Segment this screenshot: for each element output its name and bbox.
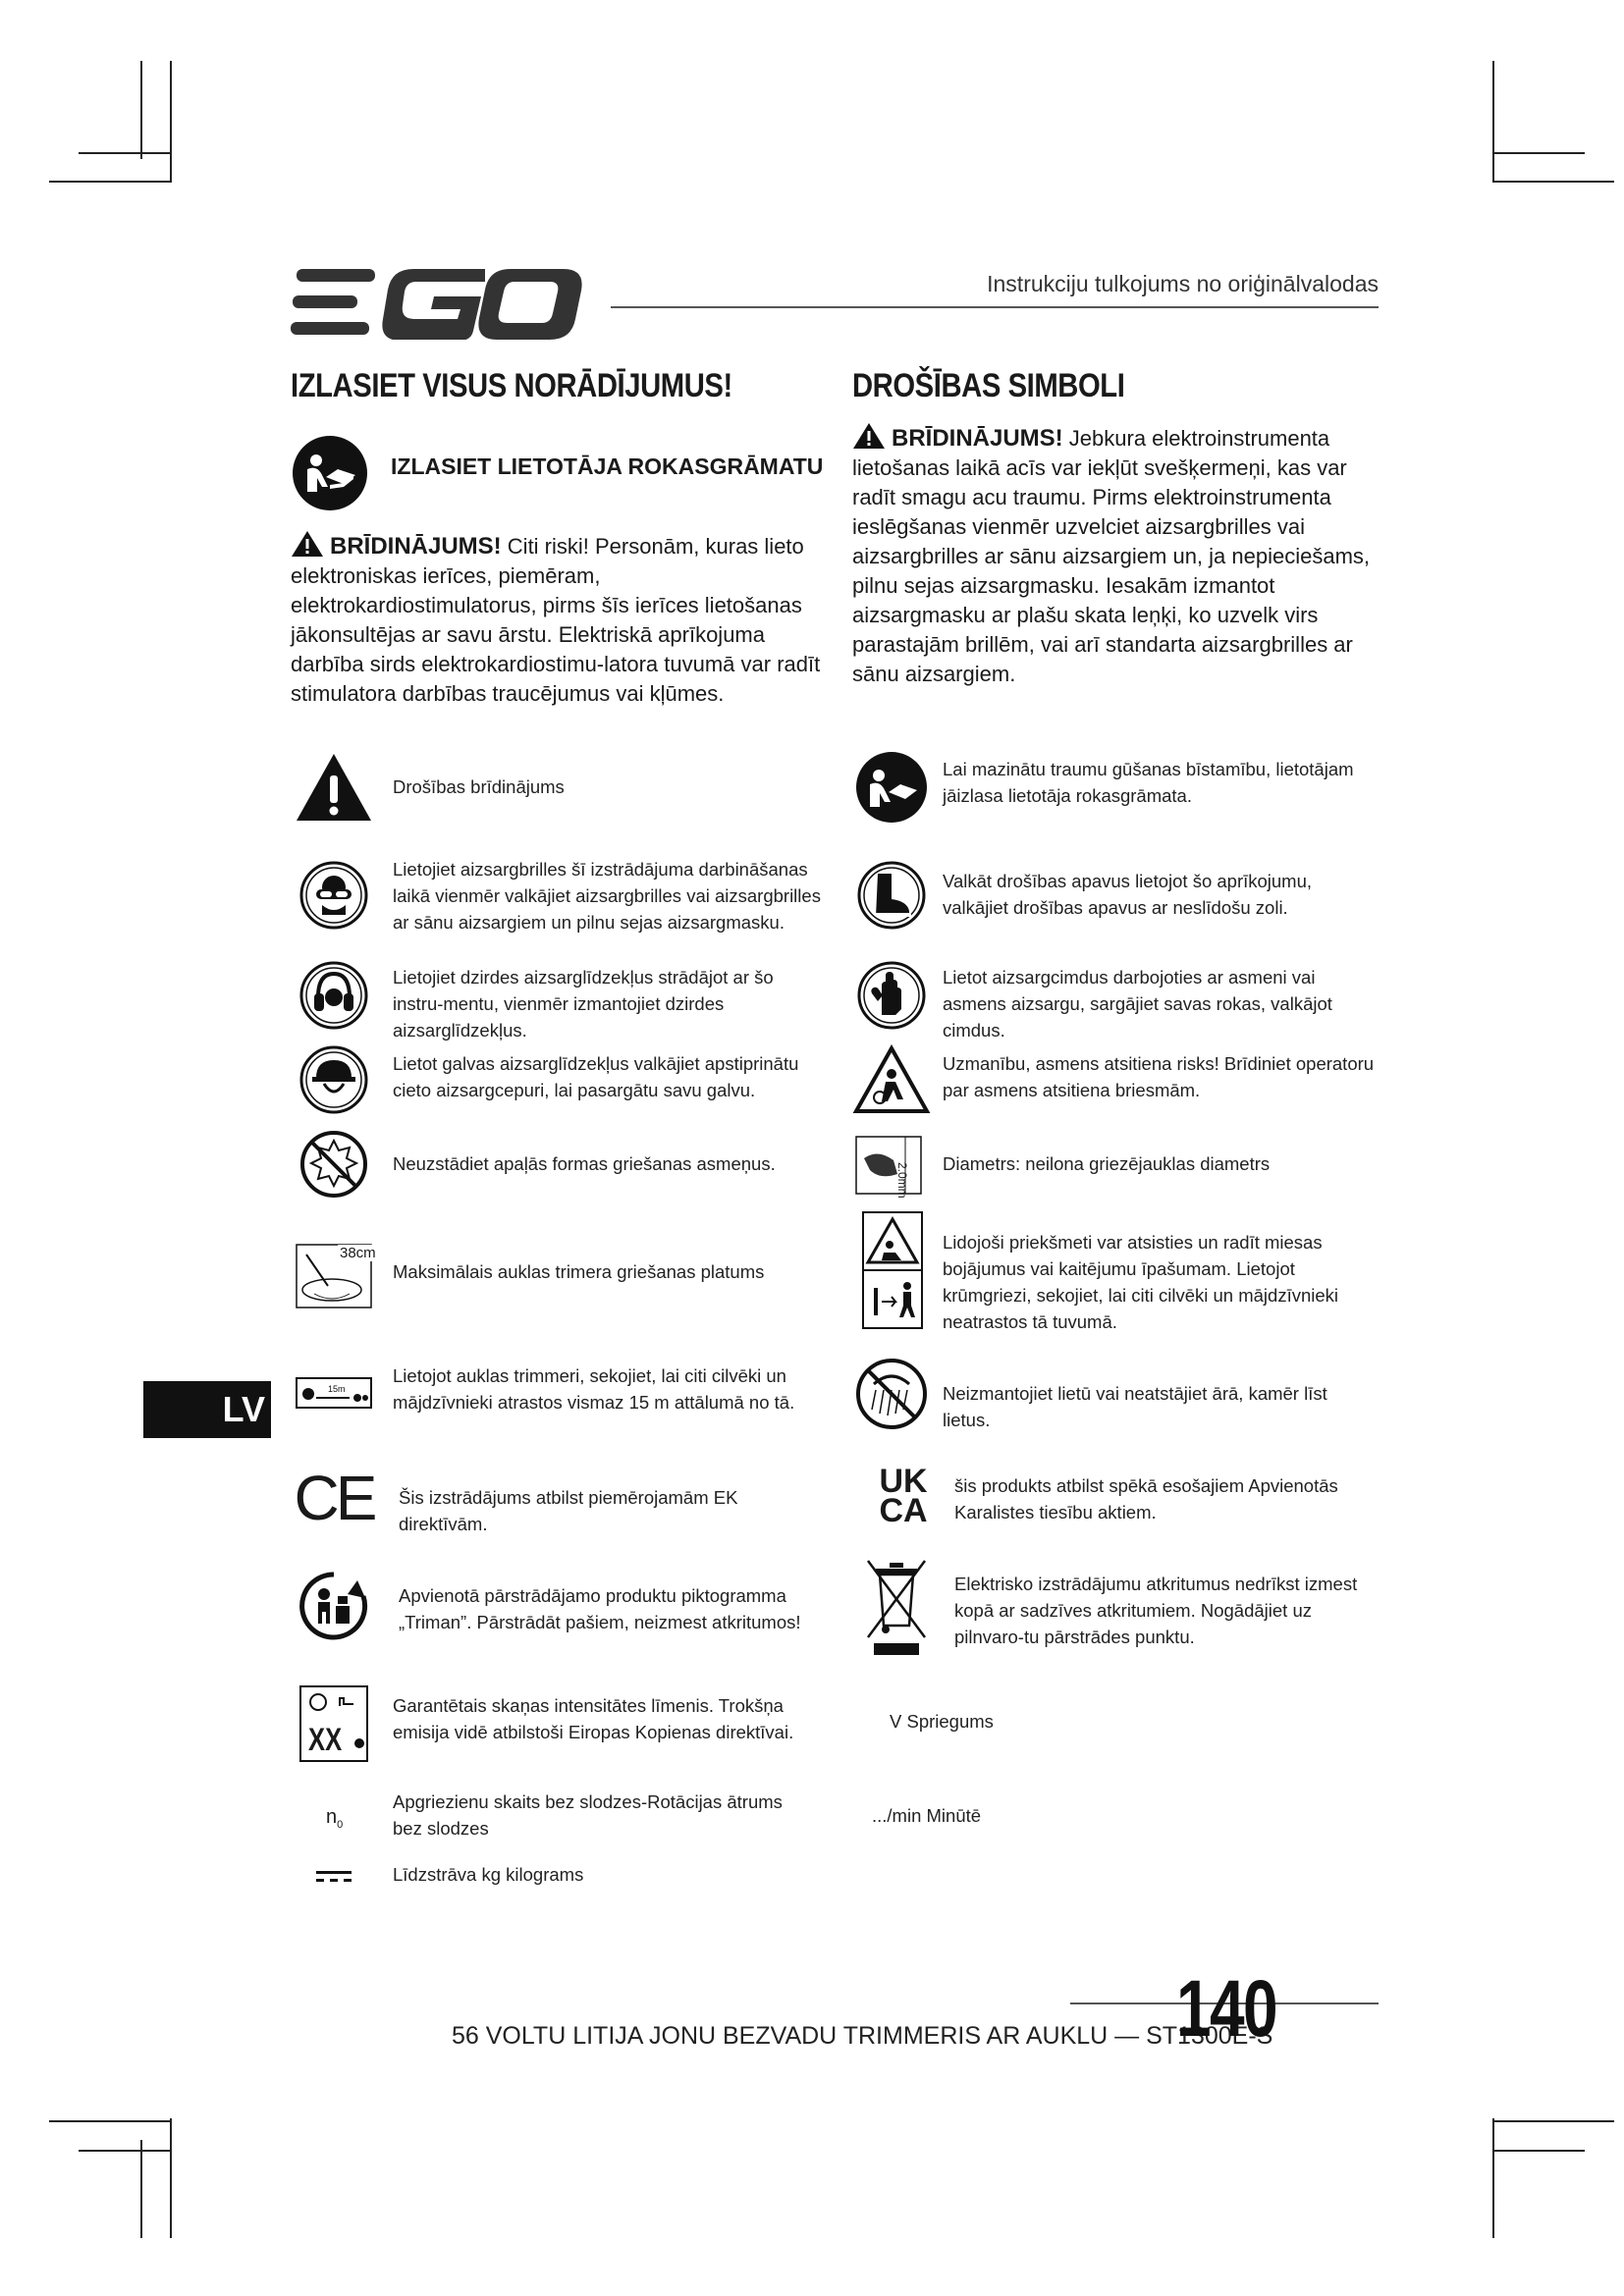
safety-boots-icon [852, 856, 931, 934]
gloves-icon [852, 956, 931, 1035]
manual-label: IZLASIET LIETOTĀJA ROKASGRĀMATU [391, 454, 824, 479]
crop-mark [140, 61, 142, 159]
header-title: Instrukciju tulkojums no oriģinālvalodas [987, 271, 1379, 296]
crop-mark [1492, 2150, 1585, 2152]
warning-triangle-icon [291, 530, 324, 558]
symbol-text: .../min Minūtē [872, 1805, 982, 1826]
ukca-mark-icon: UK CA [879, 1463, 928, 1529]
symbol-text: Lietojiet dzirdes aizsarglīdzekļus strādājot ar šo instru-mentu, vienmēr izmantojiet dzirdes aizsarglīdzekļus. [393, 967, 774, 1041]
crop-mark [1492, 181, 1614, 183]
svg-text:15m: 15m [328, 1384, 346, 1394]
symbol-text: Lietot galvas aizsarglīdzekļus valkājiet apstiprinātu cieto aizsargcepuri, lai pasargātu savu galvu. [393, 1053, 799, 1100]
crop-mark [79, 2150, 171, 2152]
symbol-text: Lietojot auklas trimmeri, sekojiet, lai citi cilvēki un mājdzīvnieki atrastos vismaz 15 m attālumā no tā. [393, 1365, 795, 1413]
no-load-speed-icon: $n_0$ [326, 1806, 344, 1831]
crop-mark [170, 2118, 172, 2238]
no-blade-icon [295, 1125, 373, 1203]
symbol-text: Līdzstrāva kg kilograms [393, 1864, 584, 1885]
ego-logo [291, 265, 585, 340]
warning-text: Jebkura elektroinstrumenta lietošanas laikā acīs var iekļūt svešķermeņi, kas var radīt smagu acu traumu. Pirms elektroinstrumenta ieslēgšanas vienmēr uzvelciet aizsargbrilles vai aizsargbrilles ar sānu aizsargiem un, ja nepieciešams, pilnu sejas aizsargmasku. Iesakām izmantot aizsargmasku ar plašu skata leņķi, ko uzvelk virs parastajām brillēm, vai arī standarta aizsargbrilles ar sānu aizsargiem. [852, 426, 1371, 686]
ce-mark-icon: CE [294, 1463, 374, 1533]
icon-label: 38cm [340, 1245, 376, 1261]
safety-alert-icon [295, 748, 373, 827]
symbol-text: Maksimālais auklas trimera griešanas platums [393, 1261, 765, 1282]
blade-thrust-icon [852, 1041, 931, 1119]
symbol-text: Neuzstādiet apaļās formas griešanas asmeņus. [393, 1153, 776, 1174]
left-warning [291, 530, 821, 709]
right-warning [852, 422, 1382, 689]
crop-mark [79, 152, 171, 154]
footer-title: 56 VOLTU LITIJA JONU BEZVADU TRIMMERIS AR AUKLU — ST1300E-S [452, 2022, 1273, 2050]
warning-text: Citi riski! Personām, kuras lieto elektroniskas ierīces, piemēram, elektrokardiostimulatorus, pirms šīs ierīces lietošanas jākonsultējas ar savu ārstu. Elektriskā aprīkojuma darbība sirds elektrokardiostimu-latora tuvumā var radīt stimulatora darbības traucējumus vai kļūmes. [291, 534, 821, 706]
triman-icon [295, 1567, 373, 1645]
flying-objects-icon [862, 1211, 923, 1329]
symbol-text: šis produkts atbilst spēkā esošajiem Apvienotās Karalistes tiesību aktiem. [954, 1475, 1338, 1522]
read-manual-icon [291, 434, 369, 512]
crop-mark [170, 61, 172, 183]
symbol-text: Apvienotā pārstrādājamo produktu piktogramma „Triman”. Pārstrādāt pašiem, neizmest atkritumos! [399, 1585, 801, 1632]
crop-mark [1492, 2118, 1494, 2238]
line-diameter-icon [852, 1125, 931, 1203]
crop-mark [140, 2140, 142, 2238]
symbol-text: Šis izstrādājums atbilst piemērojamām EK direktīvām. [399, 1487, 738, 1534]
warning-lead: BRĪDINĀJUMS! [892, 425, 1063, 452]
icon-label: XX [308, 1722, 343, 1757]
warning-triangle-icon [852, 422, 886, 450]
symbol-text: Lietojiet aizsargbrilles šī izstrādājuma darbināšanas laikā vienmēr valkājiet aizsargbrilles vai aizsargbrilles ar sānu aizsargiem un pilnu sejas aizsargmasku. [393, 859, 821, 933]
read-manual-icon [852, 748, 931, 827]
symbol-text: Valkāt drošības apavus lietojot šo aprīkojumu, valkājiet drošības apavus ar neslīdošu zoli. [943, 871, 1313, 918]
ear-protection-icon [295, 956, 373, 1035]
no-rain-icon [852, 1355, 931, 1433]
page-number: 140 [1176, 1964, 1277, 2054]
symbol-text: Drošības brīdinājums [393, 776, 565, 797]
crop-mark [1492, 2120, 1614, 2122]
header-rule [611, 306, 1379, 308]
symbol-text: Lietot aizsargcimdus darbojoties ar asmeni vai asmens aizsargu, sargājiet savas rokas, valkājot cimdus. [943, 967, 1332, 1041]
symbol-text: Uzmanību, asmens atsitiena risks! Brīdiniet operatoru par asmens atsitiena briesmām. [943, 1053, 1375, 1100]
crop-mark [1492, 61, 1494, 183]
crop-mark [49, 181, 171, 183]
language-tab: LV [143, 1381, 271, 1438]
crop-mark [49, 2120, 171, 2122]
icon-label: 2.0mm [895, 1162, 909, 1199]
direct-current-icon [316, 1869, 352, 1885]
right-heading: DROŠĪBAS SIMBOLI [852, 367, 1125, 404]
symbol-text: Elektrisko izstrādājumu atkritumus nedrīkst izmest kopā ar sadzīves atkritumiem. Nogādājiet uz pilnvaro-tu pārstrādes punktu. [954, 1574, 1358, 1647]
symbol-text: V Spriegums [890, 1711, 994, 1732]
distance-15m-icon [295, 1353, 373, 1431]
helmet-icon [295, 1041, 373, 1119]
left-heading: IZLASIET VISUS NORĀDĪJUMUS! [291, 367, 732, 404]
safety-glasses-icon [295, 856, 373, 934]
weee-bin-icon [862, 1555, 931, 1657]
warning-lead: BRĪDINĀJUMS! [330, 533, 502, 560]
symbol-text: Lai mazinātu traumu gūšanas bīstamību, lietotājam jāizlasa lietotāja rokasgrāmata. [943, 759, 1354, 806]
symbol-text: Garantētais skaņas intensitātes līmenis. Trokšņa emisija vidē atbilstoši Eiropas Kopienas direktīvai. [393, 1695, 794, 1742]
symbol-text: Lidojoši priekšmeti var atsisties un radīt miesas bojājumus vai kaitējumu īpašumam. Lietojot krūmgriezi, sekojiet, lai citi cilvēki un mājdzīvnieki neatrastos tā tuvumā. [943, 1232, 1339, 1332]
symbol-text: Apgriezienu skaits bez slodzes-Rotācijas ātrums bez slodzes [393, 1791, 783, 1839]
symbol-text: Diametrs: neilona griezējauklas diametrs [943, 1153, 1271, 1174]
crop-mark [1492, 152, 1585, 154]
symbol-text: Neizmantojiet lietū vai neatstājiet ārā, kamēr līst lietus. [943, 1383, 1327, 1430]
